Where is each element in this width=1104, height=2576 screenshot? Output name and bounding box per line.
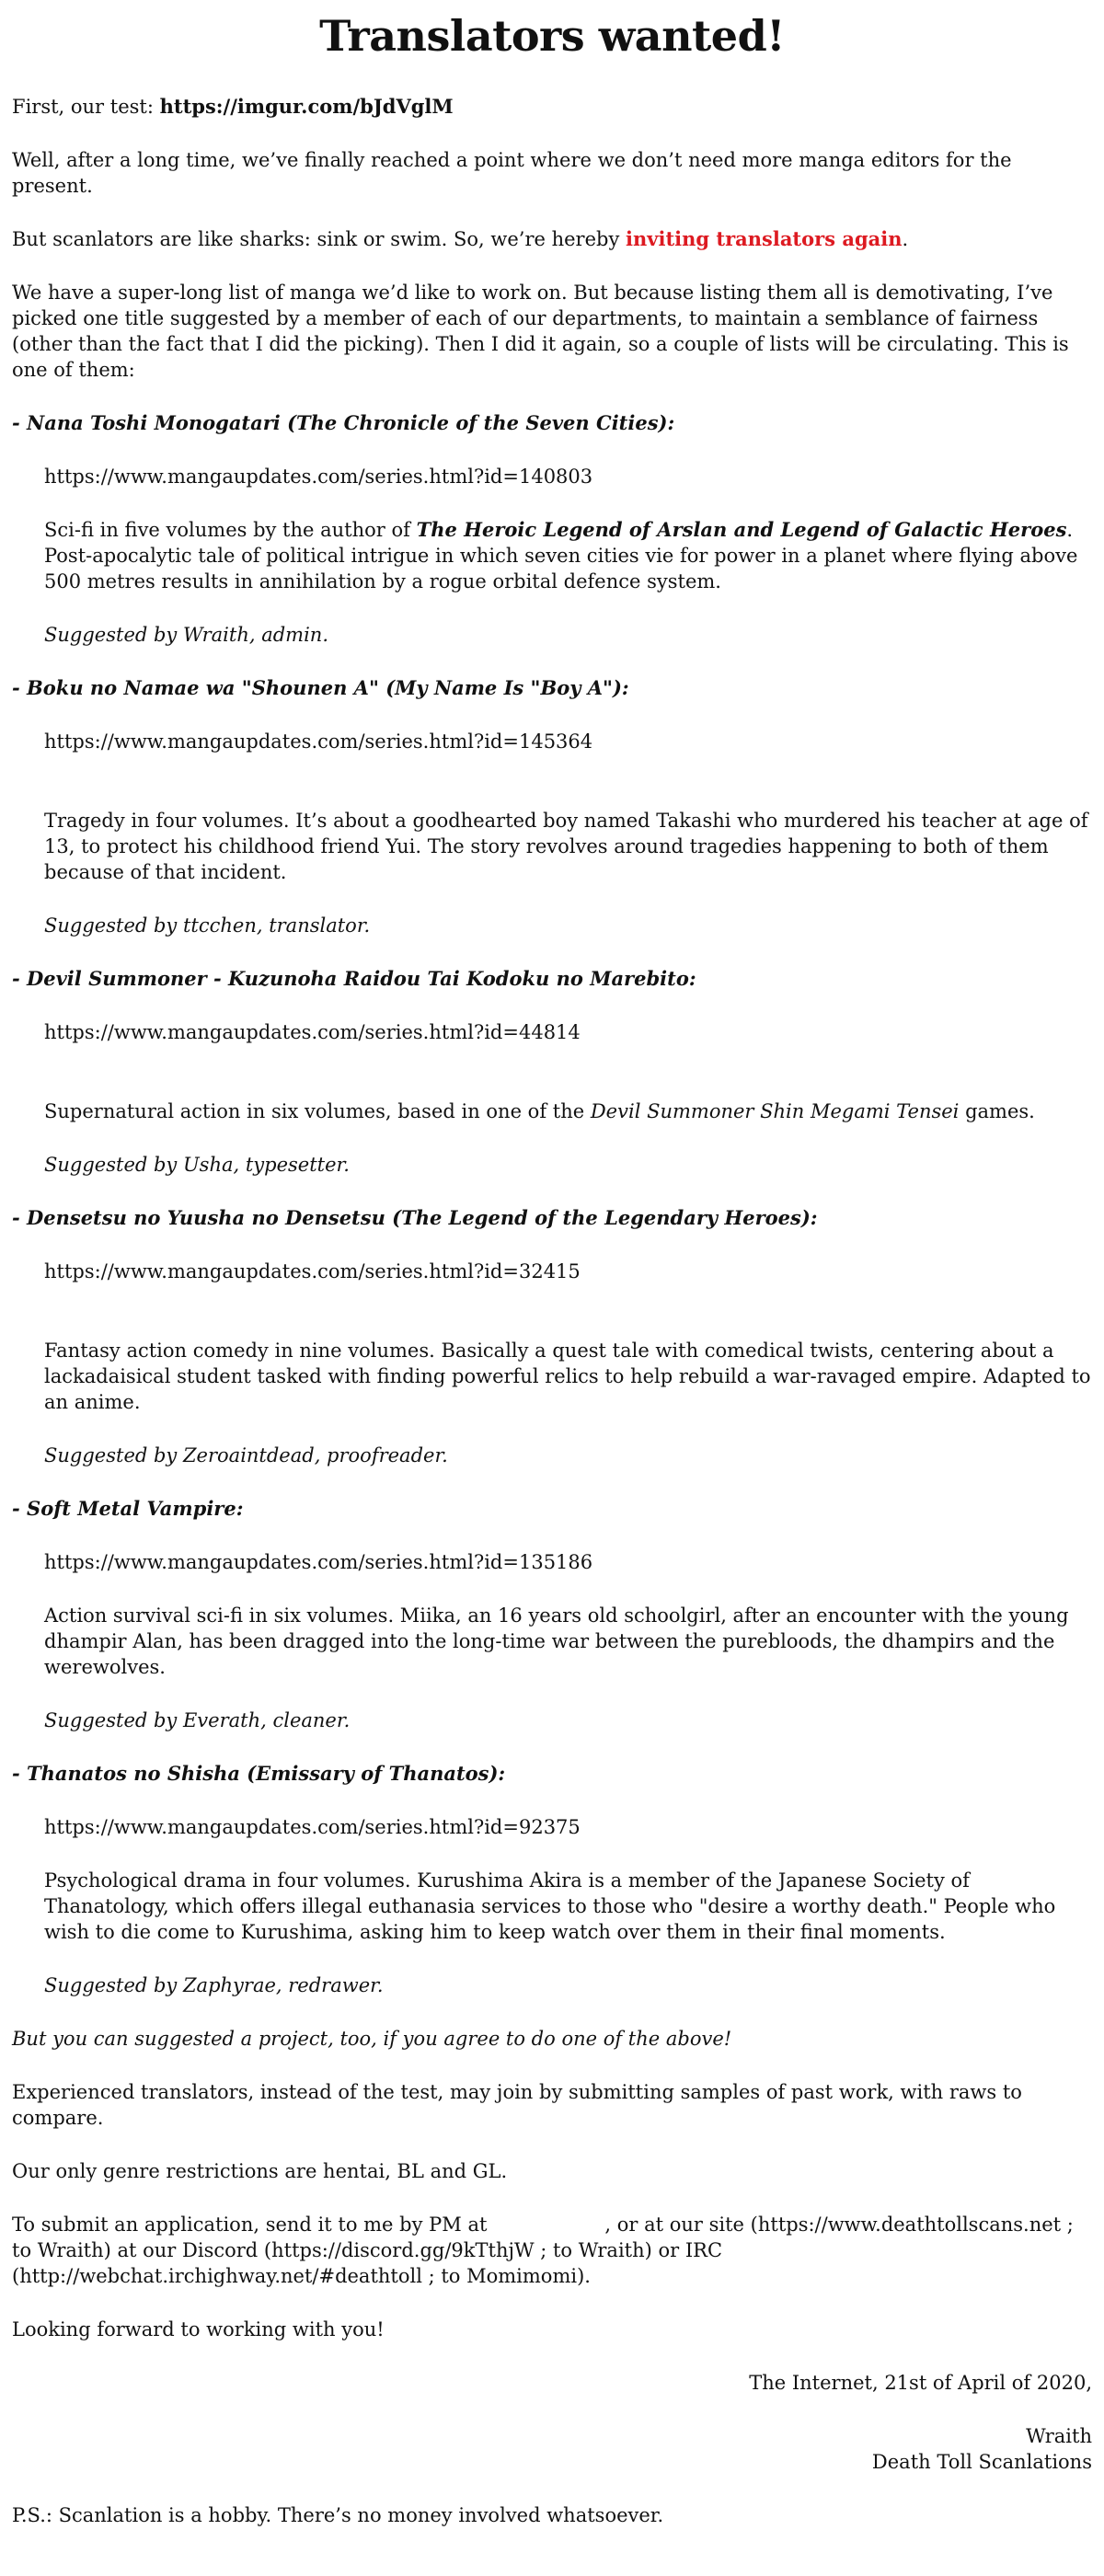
sharks-period: . [902, 228, 909, 250]
manga-item-suggested-by: Suggested by Usha, typesetter. [44, 1154, 350, 1176]
manga-item-suggested-by: Suggested by Wraith, admin. [44, 624, 328, 646]
test-url: https://imgur.com/bJdVglM [159, 95, 454, 118]
genre-restrictions-paragraph: Our only genre restrictions are hentai, BL and GL. [12, 2160, 508, 2182]
manga-item-url: https://www.mangaupdates.com/series.html?id=32415 [44, 1260, 581, 1282]
inviting-translators-highlight: inviting translators again [626, 227, 903, 250]
manga-item-url: https://www.mangaupdates.com/series.html?id=44814 [44, 1021, 581, 1043]
signature-name: Wraith [1026, 2425, 1092, 2447]
intro-paragraph-sharks [12, 226, 1092, 252]
manga-item-description [44, 517, 1092, 594]
manga-item-title: - Thanatos no Shisha (Emissary of Thanatos): [12, 1762, 506, 1785]
experienced-translators-paragraph: Experienced translators, instead of the test, may join by submitting samples of past work, with raws to compare. [12, 2081, 1022, 2129]
description-text: games. [959, 1100, 1035, 1122]
signature-block [12, 2423, 1092, 2475]
manga-item-suggested-by: Suggested by Everath, cleaner. [44, 1709, 351, 1731]
suggest-your-own-note: But you can suggested a project, too, if you agree to do one of the above! [12, 2028, 732, 2050]
description-text: . Post-apocalytic tale of political intrigue in which seven cities vie for power in a planet where flying above 500 metres results in annihilation by a rogue orbital defence system. [44, 519, 1078, 592]
manga-item-title: - Boku no Namae wa "Shounen A" (My Name Is "Boy A"): [12, 676, 629, 699]
intro-paragraph-list: We have a super-long list of manga we’d like to work on. But because listing them all is demotivating, I’ve picked one title suggested by a member of each of our departments, to maintain a semblance of fairness (other than the fact that I did the picking). Then I did it again, so a couple of lists will be circulating. This is one of them: [12, 282, 1069, 381]
manga-item-description: Tragedy in four volumes. It’s about a goodhearted boy named Takashi who murdered his teacher at age of 13, to protect his childhood friend Yui. The story revolves around tragedies happening to both of them because of that incident. [44, 810, 1088, 883]
page-title: Translators wanted! [319, 11, 785, 61]
referenced-series-title: Devil Summoner Shin Megami Tensei [590, 1100, 960, 1122]
test-line [12, 94, 1092, 120]
looking-forward-line: Looking forward to working with you! [12, 2318, 385, 2340]
manga-item-boku-no-namae [12, 675, 1092, 938]
test-line-prefix: First, our test: [12, 96, 160, 118]
signature-group: Death Toll Scanlations [871, 2451, 1092, 2473]
redacted-pm-link-gap [487, 2230, 604, 2231]
manga-item-title: - Densetsu no Yuusha no Densetsu (The Legend of the Legendary Heroes): [12, 1206, 818, 1229]
manga-item-url: https://www.mangaupdates.com/series.html?id=92375 [44, 1816, 581, 1838]
manga-item-densetsu-no-yuusha [12, 1205, 1092, 1468]
submission-text-suffix: , or at our site (https://www.deathtollscans.net ; to Wraith) at our Discord (https://discord.gg/9kTthjW ; to Wraith) or IRC (http://webchat.irchighway.net/#deathtoll ; to Momimomi). [12, 2214, 1074, 2287]
manga-item-description: Fantasy action comedy in nine volumes. Basically a quest tale with comedical twists, centering about a lackadaisical student tasked with finding powerful relics to help rebuild a war-ravaged empire. Adapted to an anime. [44, 1340, 1091, 1413]
postscript-line: P.S.: Scanlation is a hobby. There’s no money involved whatsoever. [12, 2504, 664, 2526]
manga-item-title: - Soft Metal Vampire: [12, 1497, 244, 1520]
manga-item-title: - Devil Summoner - Kuzunoha Raidou Tai Kodoku no Marebito: [12, 967, 696, 990]
manga-item-title: - Nana Toshi Monogatari (The Chronicle of the Seven Cities): [12, 411, 675, 434]
manga-item-thanatos-no-shisha [12, 1761, 1092, 1998]
manga-item-description: Action survival sci-fi in six volumes. Miika, an 16 years old schoolgirl, after an encounter with the young dhampir Alan, has been dragged into the long-time war between the purebloods, the dhampirs and the werewolves. [44, 1604, 1069, 1678]
manga-item-description: Psychological drama in four volumes. Kurushima Akira is a member of the Japanese Society of Thanatology, which offers illegal euthanasia services to those who "desire a worthy death." People who wish to die come to Kurushima, asking him to keep watch over them in their final moments. [44, 1869, 1056, 1943]
submission-instructions-paragraph [12, 2212, 1092, 2289]
manga-item-description [44, 1098, 1092, 1124]
sharks-text: But scanlators are like sharks: sink or swim. So, we’re hereby [12, 228, 627, 250]
manga-item-url: https://www.mangaupdates.com/series.html?id=140803 [44, 466, 593, 488]
manga-item-suggested-by: Suggested by Zaphyrae, redrawer. [44, 1974, 384, 1996]
description-text: Supernatural action in six volumes, based in one of the [44, 1100, 591, 1122]
manga-item-suggested-by: Suggested by ttcchen, translator. [44, 914, 371, 937]
manga-item-suggested-by: Suggested by Zeroaintdead, proofreader. [44, 1444, 448, 1466]
dateline: The Internet, 21st of April of 2020, [749, 2372, 1092, 2394]
manga-item-url: https://www.mangaupdates.com/series.html?id=135186 [44, 1551, 593, 1573]
manga-item-soft-metal-vampire [12, 1496, 1092, 1733]
manga-item-url: https://www.mangaupdates.com/series.html?id=145364 [44, 730, 593, 753]
description-text: Sci-fi in five volumes by the author of [44, 519, 417, 541]
manga-item-devil-summoner [12, 966, 1092, 1178]
intro-paragraph-editors: Well, after a long time, we’ve finally reached a point where we don’t need more manga editors for the present. [12, 149, 1012, 197]
referenced-series-title: The Heroic Legend of Arslan and Legend of Galactic Heroes [416, 518, 1067, 541]
submission-text-prefix: To submit an application, send it to me by PM at [12, 2214, 488, 2236]
manga-item-nana-toshi [12, 410, 1092, 648]
